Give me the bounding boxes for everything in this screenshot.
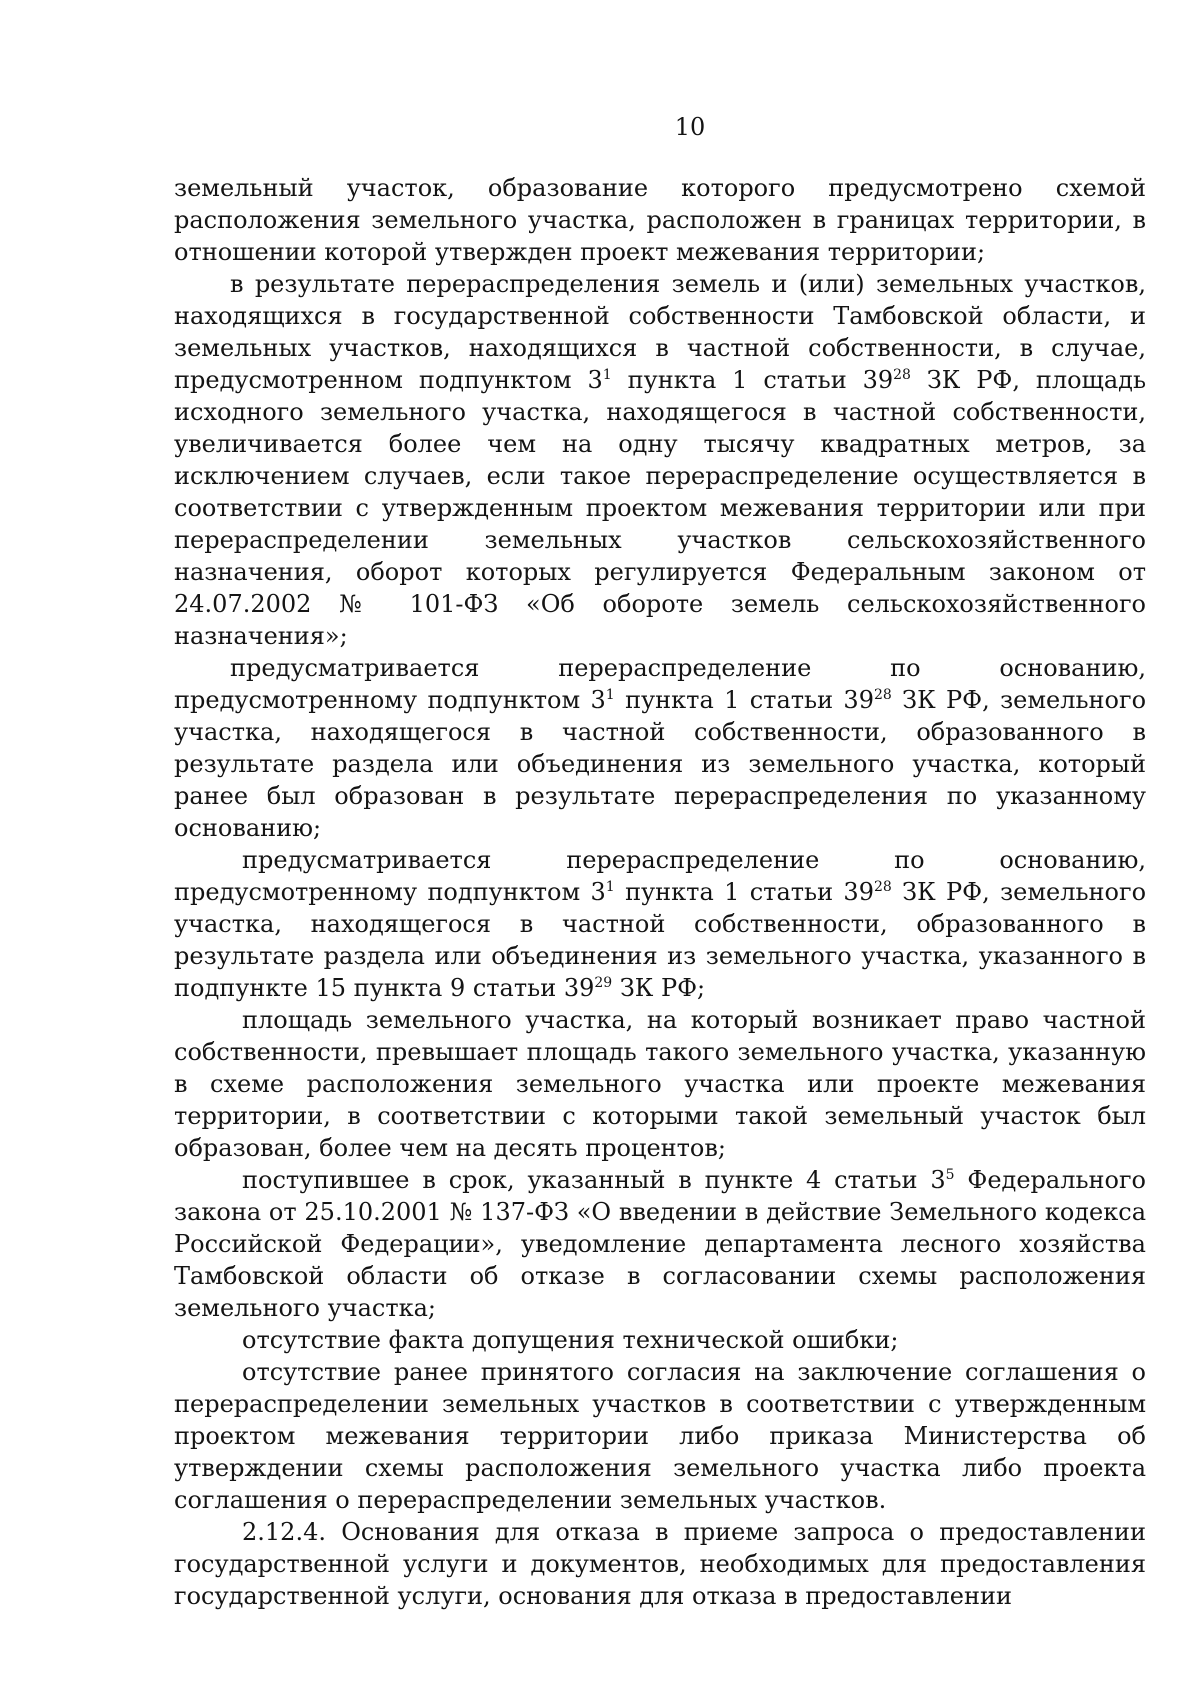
paragraph-text: предусматривается перераспределение по основанию, предусмотренному подпунктом 3 xyxy=(174,846,1146,906)
paragraph-text: пункта 1 статьи 39 xyxy=(614,878,874,906)
paragraph-text: 2.12.4. Основания для отказа в приеме запроса о предоставлении государственной услуги и документов, необходимых для предоставления государственной услуги, основания для отказа в предоставлении xyxy=(174,1518,1146,1610)
paragraph-text: ЗК РФ, земельного участка, находящегося в частной собственности, образованного в результате раздела или объединения из земельного участка, который ранее был образован в результате перераспределения по указанному основанию; xyxy=(174,686,1147,842)
document-body xyxy=(174,172,1146,1612)
superscript: 28 xyxy=(873,687,892,703)
paragraph-text: ЗК РФ, земельного участка, находящегося в частной собственности, образованного в результате раздела или объединения из земельного участка, указанного в подпункте 15 пункта 9 статьи 39 xyxy=(174,878,1147,1002)
paragraph-text: поступившее в срок, указанный в пункте 4 статьи 3 xyxy=(242,1166,946,1194)
paragraph-text: в результате перераспределения земель и (или) земельных участков, находящихся в государственной собственности Тамбовской области, и земельных участков, находящихся в частной собственности, в случае, предусмотренном подпунктом 3 xyxy=(174,270,1146,394)
paragraph-text: Федерального закона от 25.10.2001 № 137-ФЗ «О введении в действие Земельного кодекса Российской Федерации», уведомление департамента лесного хозяйства Тамбовской области об отказе в согласовании схемы расположения земельного участка; xyxy=(174,1166,1146,1322)
paragraph-text: отсутствие ранее принятого согласия на заключение соглашения о перераспределении земельных участков в соответствии с утвержденным проектом межевания территории либо приказа Министерства об утверждении схемы расположения земельного участка либо проекта соглашения о перераспределении земельных участков. xyxy=(174,1358,1146,1514)
paragraph-4 xyxy=(174,844,1146,1004)
paragraph-text: земельный участок, образование которого предусмотрено схемой расположения земельного участка, расположен в границах территории, в отношении которой утвержден проект межевания территории; xyxy=(174,174,1146,266)
superscript: 5 xyxy=(945,1167,955,1183)
paragraph-2 xyxy=(174,268,1146,652)
paragraph-8 xyxy=(174,1356,1146,1516)
paragraph-text: предусматривается перераспределение по основанию, предусмотренному подпунктом 3 xyxy=(174,654,1146,714)
paragraph-9 xyxy=(174,1516,1146,1612)
superscript: 28 xyxy=(873,879,892,895)
superscript: 1 xyxy=(605,879,615,895)
paragraph-text: площадь земельного участка, на который возникает право частной собственности, превышает площадь такого земельного участка, указанную в схеме расположения земельного участка или проекте межевания территории, в соответствии с которыми такой земельный участок был образован, более чем на десять процентов; xyxy=(174,1006,1146,1162)
paragraph-1 xyxy=(174,172,1146,268)
paragraph-text: пункта 1 статьи 39 xyxy=(611,366,894,394)
paragraph-text: пункта 1 статьи 39 xyxy=(614,686,874,714)
superscript: 1 xyxy=(602,367,612,383)
paragraph-text: отсутствие факта допущения технической ошибки; xyxy=(242,1326,899,1354)
superscript: 28 xyxy=(893,367,911,383)
paragraph-text: ЗК РФ, площадь исходного земельного участка, находящегося в частной собственности, увеличивается более чем на одну тысячу квадратных метров, за исключением случаев, если такое перераспределение осуществляется в соответствии с утвержденным проектом межевания территории или при перераспределении земельных участков сельскохозяйственного назначения, оборот которых регулируется Федеральным законом от 24.07.2002 № 101-ФЗ «Об обороте земель сельскохозяйственного назначения»; xyxy=(174,366,1147,650)
paragraph-7 xyxy=(174,1324,1146,1356)
superscript: 1 xyxy=(605,687,615,703)
paragraph-text: ЗК РФ; xyxy=(612,974,706,1002)
page-number: 10 xyxy=(674,113,706,141)
superscript: 29 xyxy=(594,975,613,991)
paragraph-5 xyxy=(174,1004,1146,1164)
paragraph-3 xyxy=(174,652,1146,844)
paragraph-6 xyxy=(174,1164,1146,1324)
